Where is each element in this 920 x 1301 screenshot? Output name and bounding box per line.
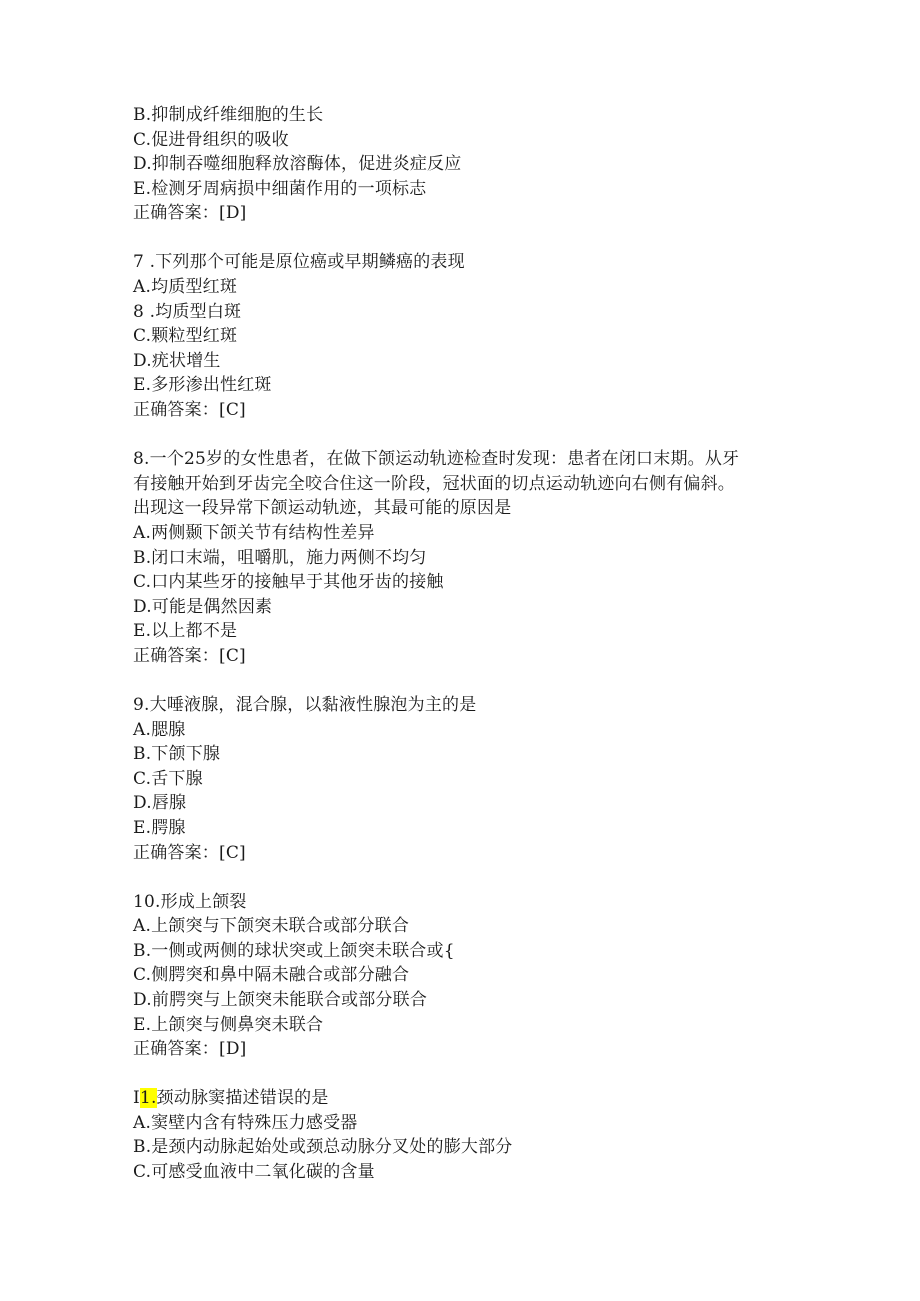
answer-6: 正确答案：[D] [133,203,247,224]
question-9-stem: 9.大唾液腺，混合腺，以黏液性腺泡为主的是 [133,694,477,715]
option-8-c: C.口内某些牙的接触早于其他牙齿的接触 [133,572,444,593]
answer-7: 正确答案：[C] [133,400,246,421]
spacer [133,1062,823,1087]
option-8-b: B.闭口末端，咀嚼肌，施力两侧不均匀 [133,547,427,568]
option-11-c: C.可感受血液中二氧化碳的含量 [133,1162,375,1183]
option-10-b: B.一侧或两侧的球状突或上颌突未联合或{ [133,940,455,961]
option-9-a: A.腮腺 [133,719,186,740]
spacer [133,226,823,251]
option-10-c: C.侧腭突和鼻中隔未融合或部分融合 [133,965,410,986]
question-11-number-highlight: 1. [139,1088,157,1109]
question-10-stem: 10.形成上颌裂 [133,891,247,912]
question-11-stem [133,1086,823,1111]
question-11-stem-text: 颈动脉窦描述错误的是 [156,1088,329,1109]
question-8-stem-line-3: 出现这一段异常下颌运动轨迹，其最可能的原因是 [133,498,512,519]
question-8 [133,447,823,668]
option-8-d: D.可能是偶然因素 [133,596,273,617]
option-7-d: D.疣状增生 [133,350,221,371]
option-6-c: C.促进骨组织的吸收 [133,129,289,150]
question-7-stem: 7 .下列那个可能是原位癌或早期鳞癌的表现 [133,252,465,273]
question-11 [133,1086,823,1184]
answer-8: 正确答案：[C] [133,645,246,666]
spacer [133,865,823,890]
question-11-prefix: I [133,1088,140,1109]
option-7-e: E.多形渗出性红斑 [133,375,272,396]
option-11-a: A.窦壁内含有特殊压力感受器 [133,1112,358,1133]
option-9-c: C.舌下腺 [133,768,203,789]
option-10-a: A.上颌突与下颌突未联合或部分联合 [133,916,410,937]
option-7-a: A.均质型红斑 [133,277,238,298]
option-9-b: B.下颌下腺 [133,744,221,765]
answer-9: 正确答案：[C] [133,842,246,863]
document-content [133,103,823,1185]
question-9 [133,693,823,865]
option-6-d: D.抑制吞噬细胞释放溶酶体，促进炎症反应 [133,154,462,175]
option-10-e: E.上颌突与侧鼻突未联合 [133,1014,324,1035]
option-8-e: E.以上都不是 [133,621,238,642]
option-6-e: E.检测牙周病损中细菌作用的一项标志 [133,178,427,199]
option-9-d: D.唇腺 [133,793,187,814]
option-9-e: E.腭腺 [133,817,186,838]
answer-10: 正确答案：[D] [133,1039,247,1060]
option-8-a: A.两侧颞下颌关节有结构性差异 [133,522,375,543]
option-6-b: B.抑制成纤维细胞的生长 [133,105,324,125]
question-8-stem-line-2: 有接触开始到牙齿完全咬合住这一阶段，冠状面的切点运动轨迹向右侧有偏斜。 [133,473,735,494]
option-7-b: 8 .均质型白斑 [133,301,242,322]
question-8-stem-line-1: 8.一个25岁的女性患者，在做下颌运动轨迹检查时发现：患者在闭口末期。从牙 [133,449,740,470]
question-7 [133,250,823,422]
question-10 [133,890,823,1062]
option-11-b: B.是颈内动脉起始处或颈总动脉分叉处的膨大部分 [133,1137,513,1158]
spacer [133,423,823,448]
option-7-c: C.颗粒型红斑 [133,326,238,347]
option-10-d: D.前腭突与上颌突未能联合或部分联合 [133,990,428,1010]
question-6-tail [133,103,823,226]
spacer [133,668,823,693]
